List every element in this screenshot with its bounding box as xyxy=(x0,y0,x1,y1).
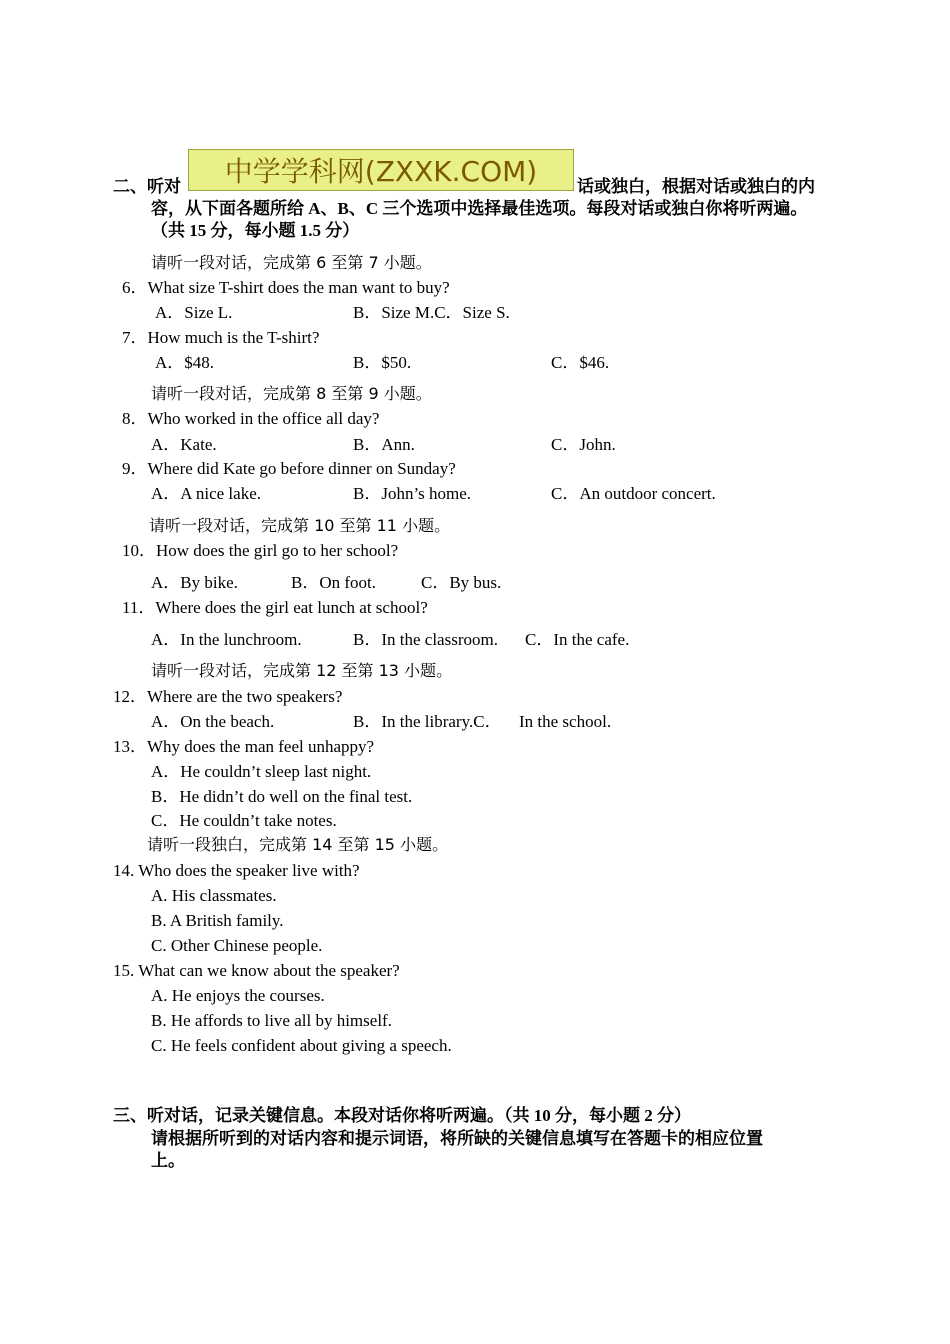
section3-heading-line3: 上。 xyxy=(151,1151,185,1170)
q13-option-c: C．He couldn’t take notes. xyxy=(151,811,337,830)
q9-option-c: C．An outdoor concert. xyxy=(551,484,716,503)
section3-heading-line1: 三、听对话，记录关键信息。本段对话你将听两遍。（共 10 分，每小题 2 分） xyxy=(113,1106,691,1125)
q7-option-c: C．$46. xyxy=(551,353,610,372)
question-13: 13．Why does the man feel unhappy? xyxy=(113,737,375,756)
q14-option-b: B. A British family. xyxy=(151,911,284,930)
q14-option-a: A. His classmates. xyxy=(151,886,277,905)
instruction-8-9: 请听一段对话，完成第 8 至第 9 小题。 xyxy=(151,384,432,403)
q9-option-b: B．John’s home. xyxy=(353,484,472,503)
q11-option-a: A．In the lunchroom. xyxy=(151,630,302,649)
q8-option-c: C．John. xyxy=(551,435,616,454)
q12-option-b: B．In the library.C． xyxy=(353,712,502,731)
instruction-12-13: 请听一段对话，完成第 12 至第 13 小题。 xyxy=(151,661,453,680)
section3-heading-line2: 请根据所听到的对话内容和提示词语，将所缺的关键信息填写在答题卡的相应位置 xyxy=(151,1129,763,1148)
section2-heading-line2: 容，从下面各题所给 A、B、C 三个选项中选择最佳选项。每段对话或独白你将听两遍。 xyxy=(151,199,808,218)
q10-option-c: C．By bus. xyxy=(421,573,502,592)
section2-heading-line1: 话或独白，根据对话或独白的内 xyxy=(577,177,815,196)
question-8: 8．Who worked in the office all day? xyxy=(122,409,380,428)
q8-option-a: A．Kate. xyxy=(151,435,217,454)
q15-option-a: A. He enjoys the courses. xyxy=(151,986,325,1005)
q15-option-b: B. He affords to live all by himself. xyxy=(151,1011,392,1030)
question-6: 6．What size T-shirt does the man want to buy? xyxy=(122,278,450,297)
question-14: 14. Who does the speaker live with? xyxy=(113,861,360,880)
q11-option-c: C．In the cafe. xyxy=(525,630,630,649)
question-11: 11．Where does the girl eat lunch at school? xyxy=(122,598,428,617)
section2-heading-prefix: 二、听对 xyxy=(113,177,181,196)
q9-option-a: A．A nice lake. xyxy=(151,484,261,503)
instruction-10-11: 请听一段对话，完成第 10 至第 11 小题。 xyxy=(149,516,451,535)
q7-option-a: A．$48. xyxy=(155,353,215,372)
watermark-logo: 中学学科网(ZXXK.COM) xyxy=(188,149,574,191)
instruction-14-15: 请听一段独白，完成第 14 至第 15 小题。 xyxy=(147,835,449,854)
question-12: 12．Where are the two speakers? xyxy=(113,687,343,706)
question-9: 9．Where did Kate go before dinner on Sunday? xyxy=(122,459,456,478)
q15-option-c: C. He feels confident about giving a speech. xyxy=(151,1036,452,1055)
q10-option-b: B．On foot. xyxy=(291,573,376,592)
q14-option-c: C. Other Chinese people. xyxy=(151,936,323,955)
question-15: 15. What can we know about the speaker? xyxy=(113,961,400,980)
q12-option-c: In the school. xyxy=(519,712,612,731)
q6-option-bc: B．Size M.C．Size S. xyxy=(353,303,510,322)
q7-option-b: B．$50. xyxy=(353,353,412,372)
q8-option-b: B．Ann. xyxy=(353,435,415,454)
q11-option-b: B．In the classroom. xyxy=(353,630,498,649)
q10-option-a: A．By bike. xyxy=(151,573,238,592)
instruction-6-7: 请听一段对话，完成第 6 至第 7 小题。 xyxy=(151,253,432,272)
question-10: 10．How does the girl go to her school? xyxy=(122,541,399,560)
section2-heading-line3: （共 15 分，每小题 1.5 分） xyxy=(151,221,360,240)
q6-option-a: A．Size L. xyxy=(155,303,233,322)
q12-option-a: A．On the beach. xyxy=(151,712,275,731)
question-7: 7．How much is the T-shirt? xyxy=(122,328,320,347)
q13-option-a: A．He couldn’t sleep last night. xyxy=(151,762,372,781)
q13-option-b: B．He didn’t do well on the final test. xyxy=(151,787,413,806)
